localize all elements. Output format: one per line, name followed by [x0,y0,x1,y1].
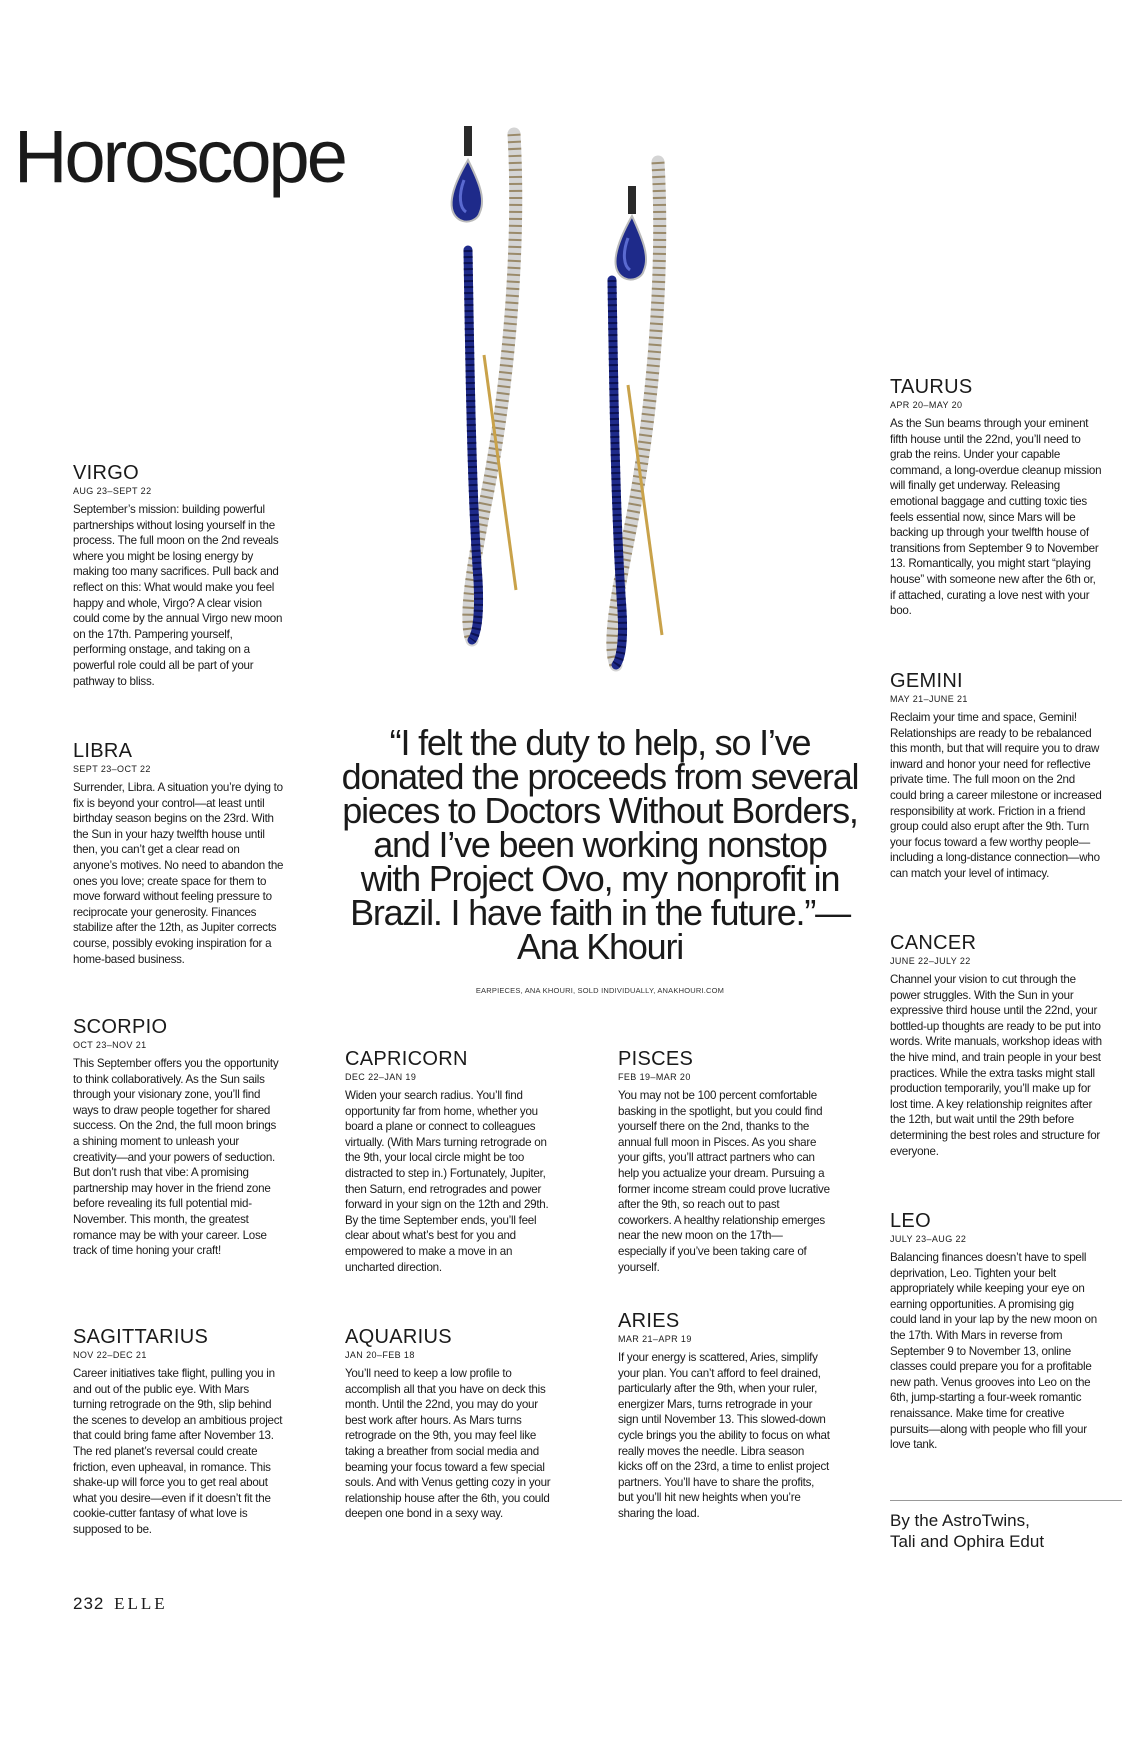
sign-text: You may not be 100 percent comfortable basking in the spotlight, but you could find yourself there on the 2nd, thanks to the annual full moon in Pisces. As you share your gifts, you’ll attract partners who can help you actualize your dream. Pursuing a former income stream could prove lucrative after the 9th, so reach out to past coworkers. A healthy relationship emerges near the new moon on the 17th—especially if you’ve been taking care of yourself. [618,1089,830,1274]
left-earring [452,126,516,640]
sign-dates: MAY 21–JUNE 21 [890,694,968,704]
sign-name: ARIES [618,1310,680,1332]
sign-dates: SEPT 23–OCT 22 [73,764,151,774]
sign-name: SAGITTARIUS [73,1326,209,1348]
sign-dates: OCT 23–NOV 21 [73,1040,147,1050]
sign-name: GEMINI [890,670,963,692]
horoscope-gemini [890,670,1102,882]
horoscope-sagittarius [73,1326,285,1538]
sign-dates: APR 20–MAY 20 [890,400,963,410]
sign-text: Widen your search radius. You’ll find opportunity far from home, whether you board a plane or connect to colleagues virtually. (With Mars turning retrograde on the 9th, your local circle might be too distracted to step in.) Fortunately, Jupiter, then Saturn, end retrogrades and power forward in your sign on the 12th and 29th. By the time September ends, you’ll feel clear about what’s best for you and empowered to make a move in an uncharted direction. [345,1089,549,1274]
sign-name: TAURUS [890,376,973,398]
magazine-name: ELLE [114,1594,168,1613]
sign-dates: JULY 23–AUG 22 [890,1234,967,1244]
byline-divider [890,1500,1122,1501]
photo-credit: EARPIECES, ANA KHOURI, SOLD INDIVIDUALLY, ANAKHOURI.COM [475,986,725,995]
byline-line2: Tali and Ophira Edut [890,1532,1045,1551]
earrings-image [420,120,750,710]
sign-text: Surrender, Libra. A situation you’re dying to fix is beyond your control—at least until birthday season begins on the 23rd. With the Sun in your hazy twelfth house until then, you can’t get a clear read on anyone’s motives. No need to abandon the ones you love; create space for them to move forward without feeling pressure to reciprocate your generosity. Finances stabilize after the 12th, as Jupiter corrects course, possibly evoking inspiration for a home-based business. [73,781,284,966]
sign-name: CAPRICORN [345,1048,468,1070]
sign-dates: AUG 23–SEPT 22 [73,486,152,496]
sign-text: If your energy is scattered, Aries, simplify your plan. You can’t afford to feel drained, particularly after the 9th, when your ruler, energizer Mars, turns retrograde in your sign until November 13. This slowed-down cycle brings you the ability to focus on what really moves the needle. Libra season kicks off on the 23rd, a time to enlist project partners. You’ll have to share the profits, but you’ll hit new heights when you’re sharing the load. [618,1351,830,1520]
horoscope-virgo [73,462,285,689]
page-footer [73,1594,168,1614]
horoscope-aquarius [345,1326,557,1522]
sign-text: This September offers you the opportunity to think collaboratively. As the Sun sails through your visionary zone, you’ll find ways to draw people together for shared success. On the 2nd, the full moon brings a shining moment to unleash your creativity—and your powers of seduction. But don’t rush that vibe: A promising partnership may hover in the friend zone before revealing its full potential mid-November. This month, the greatest romance may be with your career. Lose track of time honing your craft! [73,1057,279,1258]
sign-name: SCORPIO [73,1016,168,1038]
sign-text: You’ll need to keep a low profile to accomplish all that you have on deck this month. Until the 22nd, you may do your best work after hours. As Mars turns retrograde on the 9th, you may feel like taking a breather from social media and beaming your focus toward a few special souls. And with Venus getting cozy in your relationship house after the 6th, you could deepen one bond in a sexy way. [345,1367,551,1521]
horoscope-taurus [890,376,1102,619]
byline [890,1510,1090,1552]
sign-dates: JUNE 22–JULY 22 [890,956,971,966]
sign-text: September’s mission: building powerful partnerships without losing yourself in the process. The full moon on the 2nd reveals where you might be losing energy by making too many sacrifices. Pull back and reflect on this: What would make you feel happy and whole, Virgo? A clear vision could come by the annual Virgo new moon on the 17th. Pampering yourself, performing onstage, and taking on a powerful role could all be part of your pathway to bliss. [73,503,283,688]
sign-name: PISCES [618,1048,694,1070]
sign-text: Reclaim your time and space, Gemini! Relationships are ready to be rebalanced this month, but that will require you to draw inward and honor your need for reflective private time. The full moon on the 2nd could bring a career milestone or increased responsibility at work. Friction in a friend group could also erupt after the 9th. Turn your focus toward a few worthy people—including a long-distance connection—who can match your level of intimacy. [890,711,1102,880]
sign-dates: JAN 20–FEB 18 [345,1350,415,1360]
horoscope-leo [890,1210,1102,1453]
page-title: Horoscope [14,115,345,198]
horoscope-libra [73,740,285,967]
byline-line1: By the AstroTwins, [890,1511,1030,1530]
horoscope-cancer [890,932,1102,1159]
sign-name: VIRGO [73,462,139,484]
page-number: 232 [73,1594,105,1613]
sign-name: CANCER [890,932,977,954]
sign-dates: FEB 19–MAR 20 [618,1072,691,1082]
sign-name: LIBRA [73,740,133,762]
sign-dates: DEC 22–JAN 19 [345,1072,417,1082]
sign-name: AQUARIUS [345,1326,452,1348]
sign-text: As the Sun beams through your eminent fifth house until the 22nd, you’ll need to grab the reins. Under your capable command, a long-overdue cleanup mission will finally get underway. Releasing emotional baggage and cutting toxic ties feels essential now, since Mars will be backing up through your twelfth house of transitions from September 9 to November 13. Romantically, you might start “playing house” with someone new after the 6th or, if attached, curating a love nest with your boo. [890,417,1102,618]
sign-dates: MAR 21–APR 19 [618,1334,692,1344]
horoscope-aries [618,1310,830,1522]
sign-name: LEO [890,1210,931,1232]
horoscope-scorpio [73,1016,285,1259]
right-earring [612,162,662,665]
horoscope-capricorn [345,1048,557,1275]
horoscope-pisces [618,1048,830,1275]
sign-text: Career initiatives take flight, pulling you in and out of the public eye. With Mars turning retrograde on the 9th, slip behind the scenes to develop an ambitious project that could bring fame after November 13. The red planet’s reversal could create friction, even upheaval, in romance. This shake-up will force you to get real about what you desire—even if it doesn’t fit the cookie-cutter fantasy of what love is supposed to be. [73,1367,283,1536]
sign-dates: NOV 22–DEC 21 [73,1350,147,1360]
pull-quote: “I felt the duty to help, so I’ve donated the proceeds from several pieces to Doctors Without Borders, and I’ve been working nonstop with Project Ovo, my nonprofit in Brazil. I have faith in the future.”—Ana Khouri [341,722,859,967]
sign-text: Channel your vision to cut through the power struggles. With the Sun in your expressive third house until the 22nd, your bottled-up thoughts are ready to be put into words. Write manuals, workshop ideas with the hive mind, and train people in your best practices. While the extra tasks might stall production temporarily, you’ll make up for lost time. A key relationship reignites after the 12th, but wait until the 29th before determining the best roles and structure for everyone. [890,973,1102,1158]
sign-text: Balancing finances doesn’t have to spell deprivation, Leo. Tighten your belt appropriately while keeping your eye on earning opportunities. A promising gig could land in your lap by the new moon on the 17th. With Mars in reverse from September 9 to November 13, online classes could prepare you for a profitable new path. Venus grooves into Leo on the 6th, jump-starting a four-week romantic renaissance. Make time for creative pursuits—along with people who fill your love tank. [890,1251,1097,1452]
